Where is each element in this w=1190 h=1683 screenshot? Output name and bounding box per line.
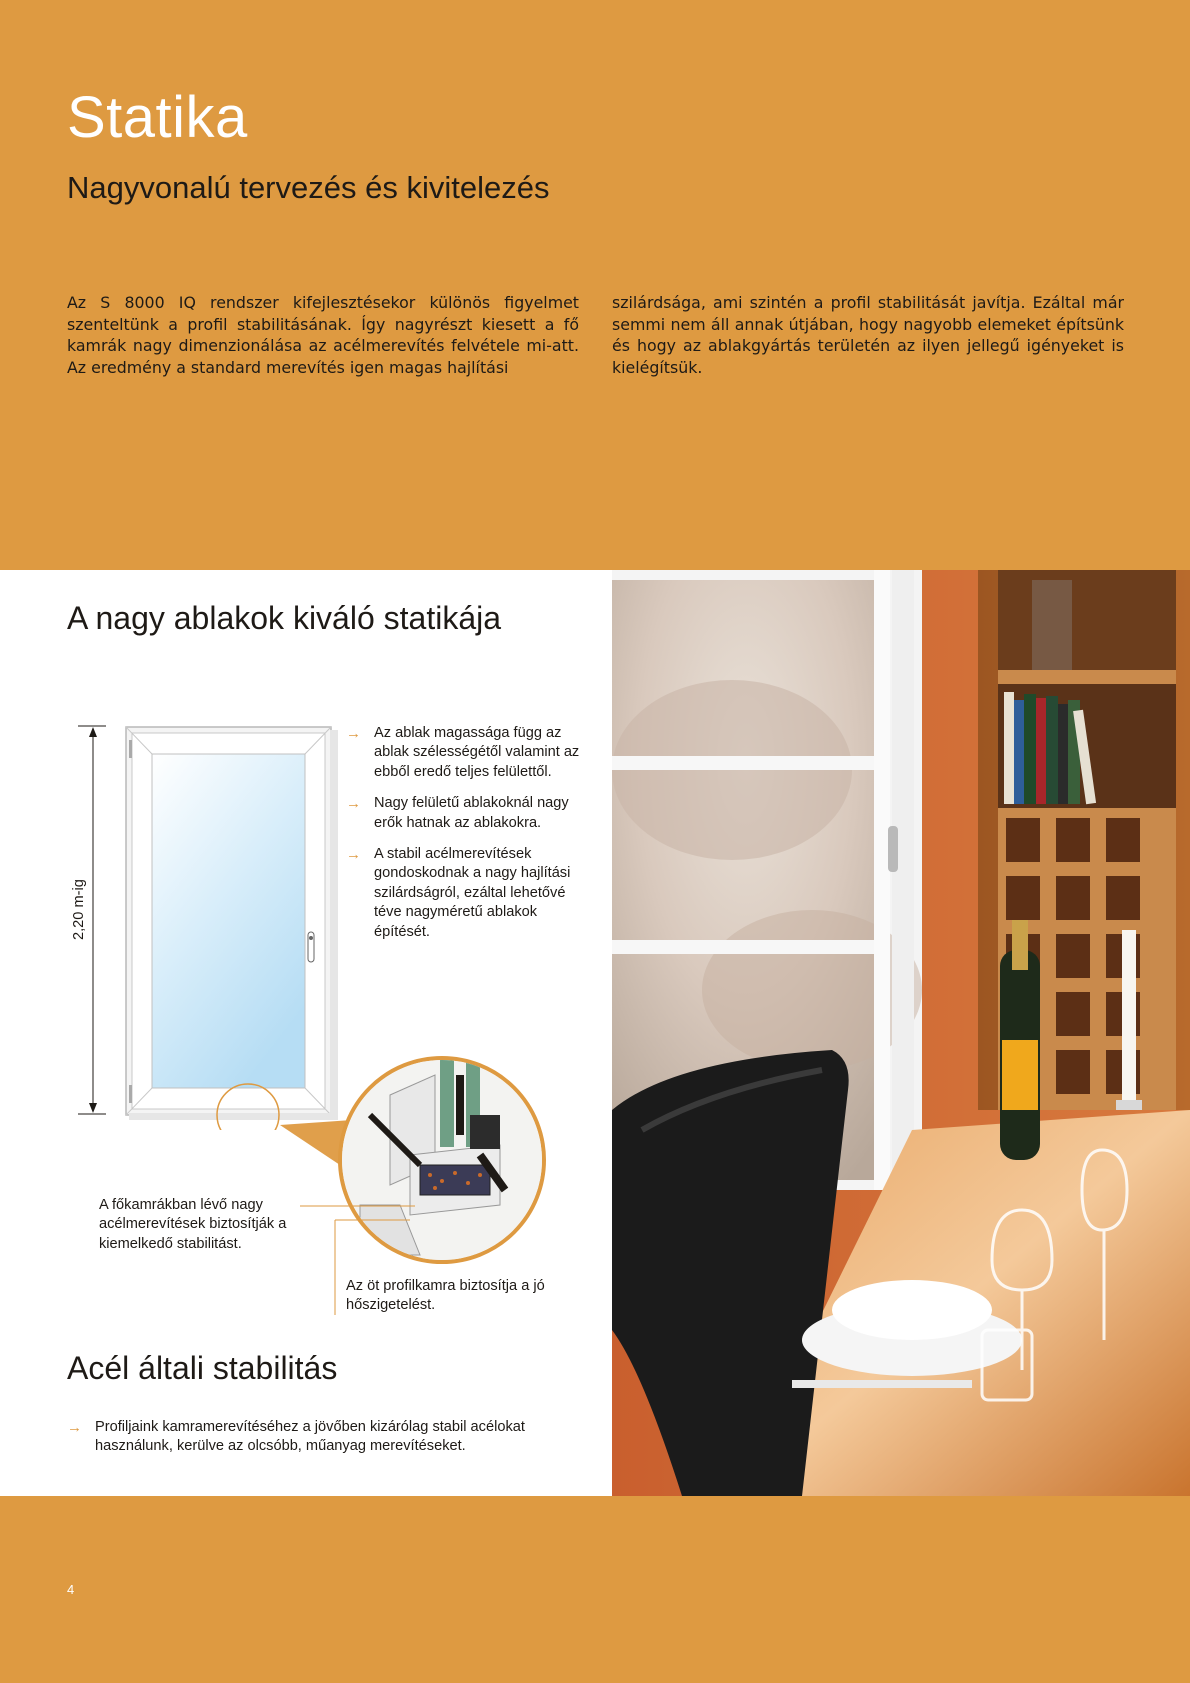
champagne-bottle [1000,920,1040,1160]
dimension-label: 2,20 m-ig [71,879,87,940]
window-facts-list [346,724,586,954]
list-item: → Nagy felületű ablakoknál nagy erők hatnak az ablakokra. [346,795,569,831]
window-handle-icon [308,932,314,962]
section-heading-steel-stability: Acél általi stabilitás [67,1350,338,1386]
list-item: → Profiljaink kamramerevítéséhez a jövőben kizárólag stabil acélokat használunk, kerülve az olcsóbb, műanyag merevítéseket. [67,1419,525,1455]
caption-profile-chambers: Az öt profilkamra biztosítja a jó hőszigetelést. [346,1278,545,1314]
steel-facts-list [67,1418,587,1469]
dining-room-photo [612,570,1190,1496]
window-handle-icon [888,826,898,872]
page-subtitle: Nagyvonalú tervezés és kivitelezés [67,170,550,205]
intro-paragraph-left: Az S 8000 IQ rendszer kifejlesztésekor különös figyelmet szenteltünk a profil stabilitásának. Így nagyrészt kiesett a fő kamrák nagy dimenzionálása az acélmerevítés felvétele mi-att. Az eredmény a standard merevítés igen magas hajlítási [67,293,579,377]
page-title: Statika [67,85,248,150]
caption-steel-reinforcement: A főkamrákban lévő nagy acélmerevítések biztosítják a kiemelkedő stabilitást. [99,1197,287,1252]
arrow-right-icon: → [346,795,361,813]
section-heading-large-windows: A nagy ablakok kiváló statikája [67,600,502,636]
page-number: 4 [67,1582,75,1597]
intro-paragraph-right: szilárdsága, ami szintén a profil stabilitását javítja. Ezáltal már semmi nem áll annak útjában, hogy nagyobb elemeket építsünk és hogy az ablakgyártás területén az ilyen jellegű igényeket is kielégítsük. [612,293,1124,377]
list-item: → Az ablak magassága függ az ablak szélességétől valamint az ebből eredő teljes felülettől. [346,725,580,780]
arrow-right-icon: → [346,846,361,864]
arrow-right-icon: → [67,1419,82,1436]
hinge-icon [129,740,132,758]
arrow-right-icon: → [346,725,361,742]
list-item: → A stabil acélmerevítések gondoskodnak a nagy hajlítási szilárdságról, ezáltal lehetővé téve nagyméretű ablakok építését. [346,846,571,940]
